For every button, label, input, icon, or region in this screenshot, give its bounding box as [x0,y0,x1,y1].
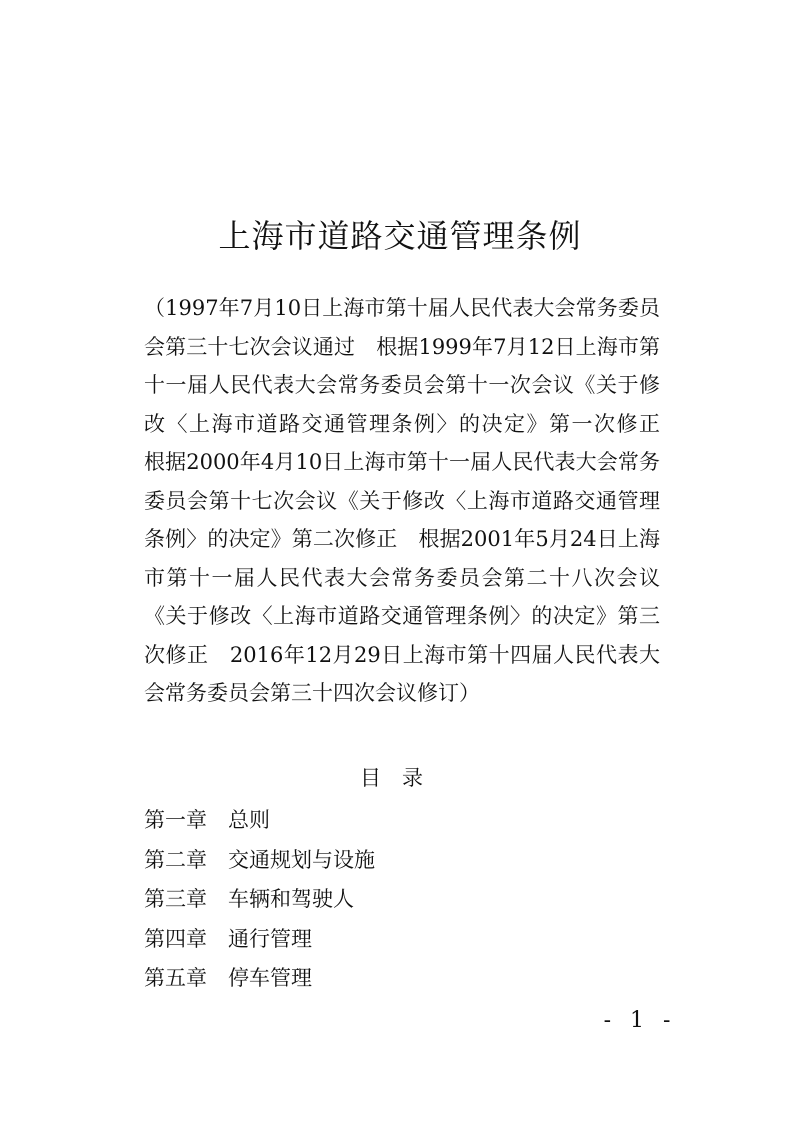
toc-chapter-title: 停车管理 [228,966,312,990]
toc-chapter-number: 第三章 [144,887,207,911]
toc-item [144,841,375,881]
toc-list [144,801,375,999]
toc-chapter-title: 通行管理 [228,926,312,951]
toc-chapter-number: 第五章 [144,966,207,990]
toc-chapter-title: 交通规划与设施 [228,847,375,872]
page-number: - 1 - [603,1008,677,1033]
toc-item [144,920,375,960]
toc-heading: 目 录 [360,766,423,790]
toc-chapter-number: 第二章 [144,847,207,872]
toc-chapter-number: 第一章 [144,808,207,832]
toc-chapter-title: 车辆和驾驶人 [228,887,354,911]
toc-chapter-title: 总则 [228,808,270,832]
toc-item [144,959,375,999]
toc-chapter-number: 第四章 [144,926,207,951]
document-title: 上海市道路交通管理条例 [218,217,582,255]
legislative-history-paragraph: （1997年7月10日上海市第十届人民代表大会常务委员会第三十七次会议通过 根据1999年7月12日上海市第十一届人民代表大会常务委员会第十一次会议《关于修改〈上海市道路交通管理条例〉的决定》第一次修正 根据2000年4月10日上海市第十一届人民代表大会常务委员会第十七次会议《关于修改〈上海市道路交通管理条例〉的决定》第二次修正 根据2001年5月24日上海市第十一届人民代表大会常务委员会第二十八次会议《关于修改〈上海市道路交通管理条例〉的决定》第三次修正 2016年12月29日上海市第十四届人民代表大会常务委员会第三十四次会议修订） [144,296,681,705]
toc-item [144,801,375,841]
toc-item [144,880,375,920]
